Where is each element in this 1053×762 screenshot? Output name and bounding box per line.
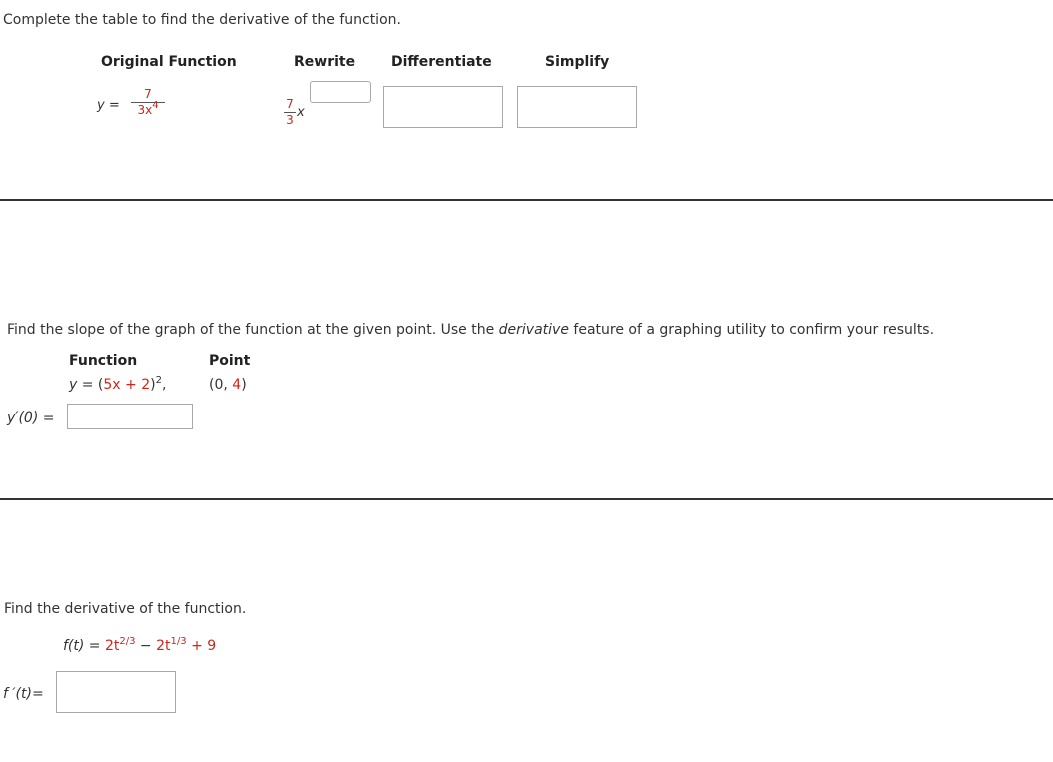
- section-divider-2: [0, 498, 1053, 500]
- original-function-fraction: [131, 88, 165, 117]
- header-function: Function: [69, 353, 138, 369]
- rewrite-variable: x: [297, 105, 305, 120]
- header-original-function: Original Function: [101, 54, 237, 70]
- rewrite-denominator: 3: [286, 113, 294, 127]
- header-rewrite: Rewrite: [294, 54, 356, 70]
- derivative-answer-label: f ′(t)=: [3, 686, 44, 702]
- rewrite-numerator: 7: [286, 97, 294, 111]
- rewrite-exponent-input[interactable]: [310, 81, 371, 103]
- simplify-input[interactable]: [517, 86, 637, 128]
- header-point: Point: [209, 353, 251, 369]
- section2-instruction: Find the slope of the graph of the function at the given point. Use the derivative feature of a graphing utility to confirm your results.: [7, 322, 935, 338]
- original-function-lhs: y =: [97, 98, 120, 113]
- header-simplify: Simplify: [545, 54, 610, 70]
- section-divider-1: [0, 199, 1053, 201]
- original-function-numerator: 7: [144, 87, 152, 101]
- slope-function: $y = (5x + 2)^2$,: [69, 375, 167, 393]
- derivative-answer-input[interactable]: [56, 671, 176, 713]
- slope-point: (0, 4): [209, 377, 247, 393]
- slope-answer-label: y′(0) =: [7, 410, 55, 426]
- differentiate-input[interactable]: [383, 86, 503, 128]
- rewrite-fraction: [284, 98, 296, 127]
- header-differentiate: Differentiate: [391, 54, 492, 70]
- original-function-denominator: $3x^4$: [137, 100, 159, 117]
- section1-instruction: Complete the table to find the derivative of the function.: [3, 12, 401, 28]
- derivative-function: $f(t) = 2t^{2/3} - 2t^{1/3} + 9$: [63, 636, 217, 654]
- section3-instruction: Find the derivative of the function.: [4, 601, 247, 617]
- slope-answer-input[interactable]: [67, 404, 193, 429]
